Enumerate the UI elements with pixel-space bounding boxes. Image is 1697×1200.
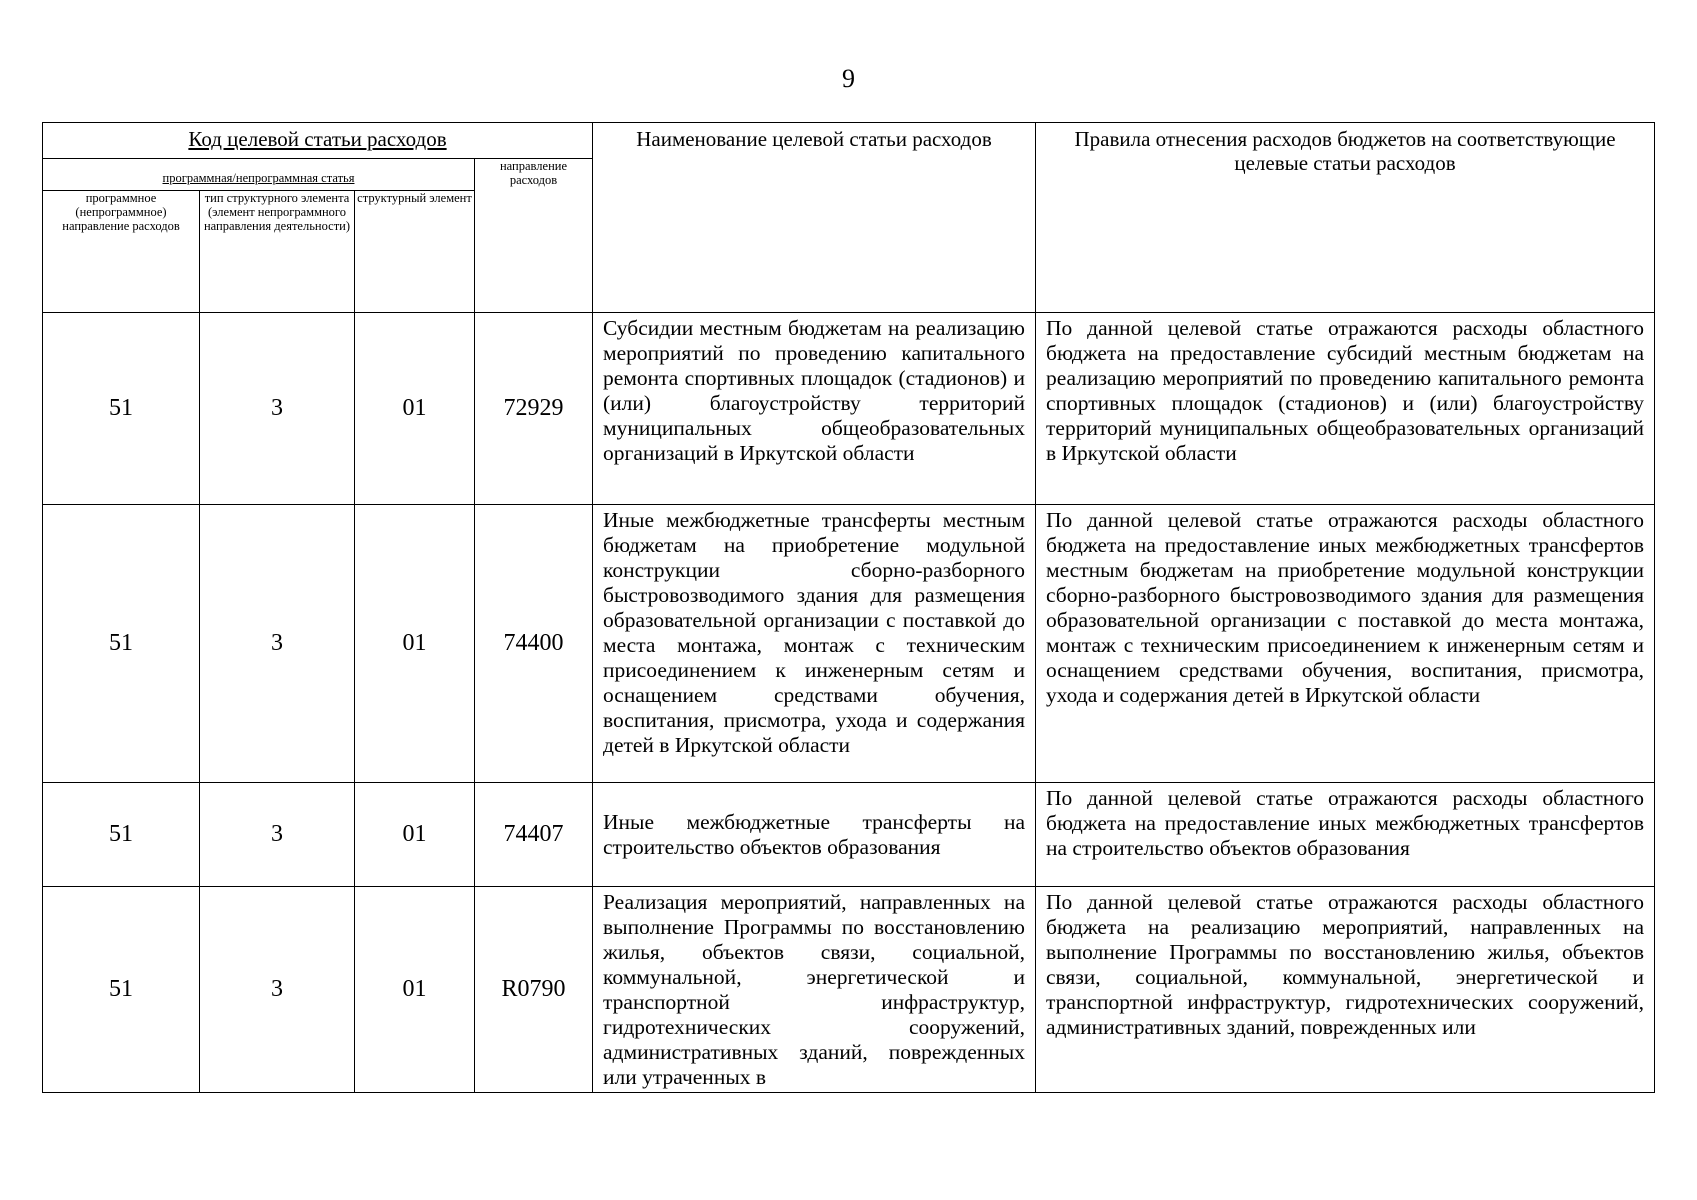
- article-name: Субсидии местным бюджетам на реализацию мероприятий по проведению капитального ремонта спортивных площадок (стадионов) и (или) благоустройству территорий муниципальных общеобразовательных организаций в Иркутской области: [593, 313, 1036, 505]
- direction-code: 74407: [475, 783, 593, 887]
- article-name: Иные межбюджетные трансферты местным бюджетам на приобретение модульной конструкции сборно-разборного быстровозводимого здания для размещения образовательной организации с поставкой до места монтажа, монтаж с техническим присоединением к инженерным сетям и оснащением средствами обучения, воспитания, присмотра, ухода и содержания детей в Иркутской области: [593, 505, 1036, 783]
- element-code: 01: [355, 313, 475, 505]
- name-title: Наименование целевой статьи расходов: [593, 123, 1036, 313]
- header-row-1: [43, 123, 1655, 159]
- program-code: 51: [43, 313, 200, 505]
- type-code: 3: [200, 505, 355, 783]
- direction-code: 72929: [475, 313, 593, 505]
- element-code: 01: [355, 505, 475, 783]
- rules-title: Правила отнесения расходов бюджетов на соответствующие целевые статьи расходов: [1036, 123, 1655, 313]
- element-code: 01: [355, 783, 475, 887]
- direction-code: R0790: [475, 887, 593, 1093]
- article-rule: По данной целевой статье отражаются расходы областного бюджета на предоставление иных межбюджетных трансфертов местным бюджетам на приобретение модульной конструкции сборно-разборного быстровозводимого здания для размещения образовательной организации с поставкой до места монтажа, монтаж с техническим присоединением к инженерным сетям и оснащением средствами обучения, воспитания, присмотра, ухода и содержания детей в Иркутской области: [1036, 505, 1655, 783]
- target-articles-table: [42, 122, 1655, 1093]
- article-name: Иные межбюджетные трансферты на строительство объектов образования: [593, 783, 1036, 887]
- table-row: [43, 505, 1655, 783]
- type-code: 3: [200, 313, 355, 505]
- program-group-label: программная/непрограммная статья: [43, 159, 475, 191]
- direction-label: направление расходов: [475, 159, 593, 313]
- table-row: [43, 783, 1655, 887]
- article-rule: По данной целевой статье отражаются расходы областного бюджета на реализацию мероприятий, направленных на выполнение Программы по восстановлению жилья, объектов связи, социальной, коммунальной, энергетической и транспортной инфраструктур, гидротехнических сооружений, административных зданий, поврежденных или: [1036, 887, 1655, 1093]
- type-code: 3: [200, 783, 355, 887]
- article-name: Реализация мероприятий, направленных на выполнение Программы по восстановлению жилья, объектов связи, социальной, коммунальной, энергетической и транспортной инфраструктур, гидротехнических сооружений, административных зданий, поврежденных или утраченных в: [593, 887, 1036, 1093]
- type-code: 3: [200, 887, 355, 1093]
- page-number: 9: [842, 64, 855, 93]
- article-rule: По данной целевой статье отражаются расходы областного бюджета на предоставление субсидий местным бюджетам на реализацию мероприятий по проведению капитального ремонта спортивных площадок (стадионов) и (или) благоустройству территорий муниципальных общеобразовательных организаций в Иркутской области: [1036, 313, 1655, 505]
- article-rule: По данной целевой статье отражаются расходы областного бюджета на предоставление иных межбюджетных трансфертов на строительство объектов образования: [1036, 783, 1655, 887]
- col-element-label: структурный элемент: [355, 191, 475, 313]
- direction-code: 74400: [475, 505, 593, 783]
- element-code: 01: [355, 887, 475, 1093]
- table-row: [43, 887, 1655, 1093]
- program-code: 51: [43, 783, 200, 887]
- code-title: Код целевой статьи расходов: [43, 123, 593, 159]
- col-type-label: тип структурного элемента (элемент непрограммного направления деятельности): [200, 191, 355, 313]
- program-code: 51: [43, 505, 200, 783]
- table-row: [43, 313, 1655, 505]
- col-program-label: программное (непрограммное) направление расходов: [43, 191, 200, 313]
- program-code: 51: [43, 887, 200, 1093]
